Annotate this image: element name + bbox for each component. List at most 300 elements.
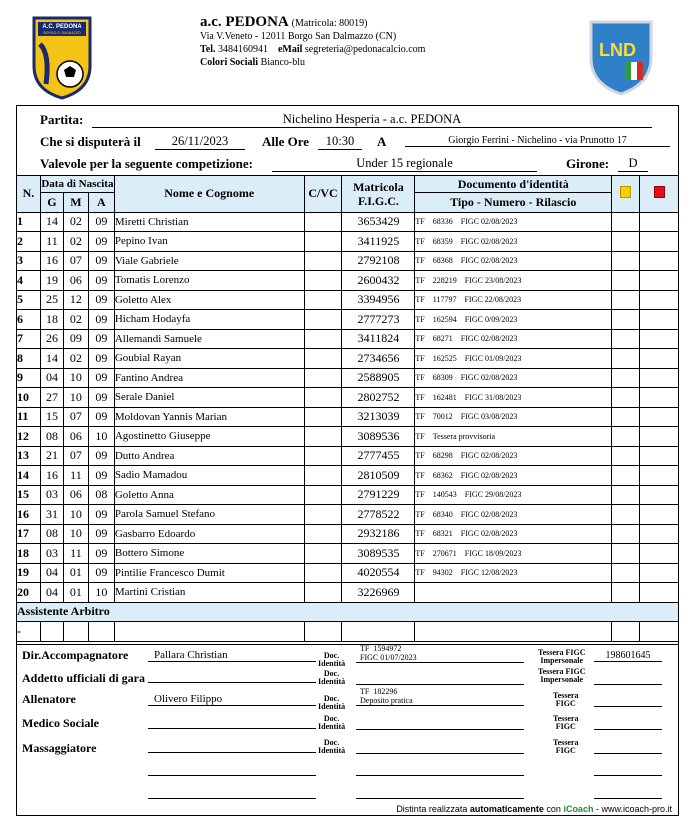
birth-month: 01 [63, 583, 88, 603]
medico-label: Medico Sociale [22, 716, 99, 730]
club-logo [30, 14, 94, 100]
doc-dt: TF [415, 314, 425, 324]
doc-dt: TF [415, 334, 425, 344]
massaggiatore-doc-l1: Doc. [323, 738, 340, 747]
doc-dt: TF [415, 431, 425, 441]
club-matricola: (Matricola: 80019) [291, 18, 368, 29]
player-cvc [304, 212, 342, 232]
time-value: 10:30 [318, 134, 362, 150]
birth-month: 07 [63, 446, 88, 466]
doc-dn: 162594 [432, 314, 457, 324]
birth-day: 26 [40, 329, 63, 349]
player-yellow-card [612, 407, 640, 427]
player-number: 16 [17, 505, 41, 525]
player-red-card [640, 368, 679, 388]
partita-label: Partita: [40, 112, 84, 127]
player-document [415, 310, 612, 330]
dir-tessera-l2: Impersonale [540, 656, 584, 665]
birth-day: 11 [40, 232, 63, 252]
birth-year: 08 [88, 485, 114, 505]
player-document [415, 427, 612, 447]
doc-dr: FIGC 01/09/2023 [464, 353, 522, 363]
doc-dn: 70012 [432, 412, 453, 422]
table-row [17, 505, 679, 525]
birth-day: 08 [40, 524, 63, 544]
player-matricola: 2932186 [342, 524, 415, 544]
player-number: 12 [17, 427, 41, 447]
player-cvc [304, 329, 342, 349]
table-row [17, 544, 679, 564]
player-matricola: 3226969 [342, 583, 415, 603]
player-document [415, 524, 612, 544]
player-red-card [640, 349, 679, 369]
doc-dt: TF [415, 412, 425, 422]
player-document [415, 349, 612, 369]
player-cvc [304, 466, 342, 486]
allenatore-label: Allenatore [22, 692, 76, 706]
doc-dt: TF [415, 236, 425, 246]
player-cvc [304, 583, 342, 603]
doc-dr: FIGC 02/08/2023 [460, 529, 518, 539]
footer-con: con [546, 804, 561, 814]
massaggiatore-doc-line [356, 753, 524, 754]
massaggiatore-tessera-label [553, 739, 578, 755]
birth-year: 09 [88, 349, 114, 369]
player-yellow-card [612, 310, 640, 330]
table-row [17, 232, 679, 252]
assistant-header: Assistente Arbitro [17, 602, 679, 622]
player-yellow-card [612, 349, 640, 369]
player-yellow-card [612, 427, 640, 447]
player-cvc [304, 544, 342, 564]
extra-doc-line-2 [356, 798, 524, 799]
player-cvc [304, 271, 342, 291]
doc-dt: TF [415, 275, 425, 285]
player-yellow-card [612, 485, 640, 505]
col-matricola-l1: Matricola [353, 179, 404, 194]
player-document [415, 271, 612, 291]
allenatore-name: Olivero Filippo [148, 693, 316, 706]
doc-dr: FIGC 02/08/2023 [460, 256, 518, 266]
birth-day: 08 [40, 427, 63, 447]
time-label: Alle Ore [262, 134, 310, 149]
birth-day: 16 [40, 251, 63, 271]
player-matricola: 2600432 [342, 271, 415, 291]
player-cvc [304, 563, 342, 583]
girone-value: D [618, 156, 648, 172]
player-document [415, 544, 612, 564]
doc-dr: FIGC 12/08/2023 [460, 568, 518, 578]
player-number: 7 [17, 329, 41, 349]
player-matricola: 4020554 [342, 563, 415, 583]
player-number: 8 [17, 349, 41, 369]
assistant-doc [415, 622, 612, 642]
doc-dr: FIGC 03/08/2023 [460, 412, 518, 422]
player-red-card [640, 232, 679, 252]
massaggiatore-tessera-l2: FIGC [555, 746, 576, 755]
col-doc-header: Documento d'identità [415, 176, 612, 193]
player-document [415, 563, 612, 583]
massaggiatore-doc-label [318, 739, 345, 755]
player-matricola: 2777455 [342, 446, 415, 466]
dir-doc-num: 1594972 [373, 644, 402, 653]
player-cvc [304, 232, 342, 252]
player-red-card [640, 290, 679, 310]
allenatore-doc-value [356, 687, 524, 706]
birth-day: 04 [40, 583, 63, 603]
table-row [17, 310, 679, 330]
dir-doc-value [356, 644, 524, 663]
player-red-card [640, 563, 679, 583]
col-matricola-header [342, 176, 415, 213]
player-name: Dutto Andrea [114, 446, 304, 466]
footer-credit [396, 804, 672, 814]
club-name: a.c. PEDONA [200, 14, 288, 30]
birth-month: 11 [63, 544, 88, 564]
birth-year: 09 [88, 212, 114, 232]
club-address: Via V.Veneto - 12011 Borgo San Dalmazzo (CN) [200, 31, 397, 42]
player-name: Pepino Ivan [114, 232, 304, 252]
birth-month: 07 [63, 251, 88, 271]
player-matricola: 3411824 [342, 329, 415, 349]
staff-separator [16, 644, 679, 645]
player-name: Pintilie Francesco Dumit [114, 563, 304, 583]
massaggiatore-tessera-l1: Tessera [553, 738, 579, 747]
player-red-card [640, 329, 679, 349]
player-name: Moldovan Yannis Marian [114, 407, 304, 427]
medico-tessera-l1: Tessera [553, 714, 579, 723]
birth-month: 06 [63, 485, 88, 505]
player-yellow-card [612, 271, 640, 291]
birth-year: 09 [88, 368, 114, 388]
birth-day: 27 [40, 388, 63, 408]
player-yellow-card [612, 388, 640, 408]
medico-tessera-l2: FIGC [555, 722, 576, 731]
medico-name-line [148, 728, 316, 729]
doc-dn: 228219 [432, 275, 457, 285]
player-document [415, 368, 612, 388]
doc-dt: TF [415, 529, 425, 539]
birth-day: 19 [40, 271, 63, 291]
player-document [415, 466, 612, 486]
doc-dr: FIGC 02/08/2023 [460, 470, 518, 480]
player-document [415, 329, 612, 349]
doc-dt: TF [415, 373, 425, 383]
player-cvc [304, 407, 342, 427]
player-name: Goletto Anna [114, 485, 304, 505]
player-matricola: 2778522 [342, 505, 415, 525]
medico-doc-label [318, 715, 345, 731]
doc-dr: FIGC 02/08/2023 [460, 373, 518, 383]
addetto-tessera-l1: Tessera FIGC [538, 667, 586, 676]
doc-dr: FIGC 22/08/2023 [464, 295, 522, 305]
birth-day: 21 [40, 446, 63, 466]
doc-dr: FIGC 0/09/2023 [464, 314, 518, 324]
player-document [415, 251, 612, 271]
player-red-card [640, 271, 679, 291]
doc-dn: 68336 [432, 217, 453, 227]
birth-year: 09 [88, 544, 114, 564]
extra-doc-line-1 [356, 775, 524, 776]
player-number: 9 [17, 368, 41, 388]
table-row [17, 407, 679, 427]
table-row [17, 563, 679, 583]
player-yellow-card [612, 368, 640, 388]
doc-dr: FIGC 31/08/2023 [464, 392, 522, 402]
dir-tessera-l1: Tessera FIGC [538, 648, 586, 657]
addetto-tessera-l2: Impersonale [540, 675, 584, 684]
player-red-card [640, 310, 679, 330]
email-label: eMail [277, 44, 303, 55]
assistant-row-num: - [17, 622, 41, 642]
player-matricola: 2734656 [342, 349, 415, 369]
doc-dn: 68368 [432, 256, 453, 266]
birth-day: 14 [40, 349, 63, 369]
doc-dn: 140543 [432, 490, 457, 500]
col-birth-header: Data di Nascita [40, 176, 114, 193]
doc-dr: FIGC 23/08/2023 [464, 275, 522, 285]
player-red-card [640, 388, 679, 408]
player-name: Goletto Alex [114, 290, 304, 310]
massaggiatore-name-line [148, 752, 316, 753]
dir-name: Pallara Christian [148, 649, 316, 662]
birth-day: 31 [40, 505, 63, 525]
player-matricola: 2588905 [342, 368, 415, 388]
birth-year: 09 [88, 232, 114, 252]
player-matricola: 3213039 [342, 407, 415, 427]
birth-day: 18 [40, 310, 63, 330]
medico-doc-l1: Doc. [323, 714, 340, 723]
doc-dt: TF [415, 548, 425, 558]
doc-dn: Tessera provvisoria [432, 431, 496, 441]
birth-year: 09 [88, 505, 114, 525]
doc-dn: 270671 [432, 548, 457, 558]
player-matricola: 2810509 [342, 466, 415, 486]
player-document [415, 485, 612, 505]
table-row [17, 485, 679, 505]
doc-dr: FIGC 02/08/2023 [460, 217, 518, 227]
doc-dn: 68321 [432, 529, 453, 539]
player-red-card [640, 407, 679, 427]
extra-tessera-line-2 [594, 798, 662, 799]
col-cvc-header: C/VC [304, 176, 342, 213]
player-number: 5 [17, 290, 41, 310]
player-name: Sadio Mamadou [114, 466, 304, 486]
player-cvc [304, 310, 342, 330]
birth-month: 06 [63, 271, 88, 291]
player-red-card [640, 427, 679, 447]
birth-day: 03 [40, 544, 63, 564]
player-red-card [640, 212, 679, 232]
player-matricola: 3411925 [342, 232, 415, 252]
table-row [17, 388, 679, 408]
player-name: Serale Daniel [114, 388, 304, 408]
player-matricola: 2802752 [342, 388, 415, 408]
doc-dt: TF [415, 568, 425, 578]
addetto-tessera-line [594, 684, 662, 685]
birth-year: 09 [88, 290, 114, 310]
assistant-g [40, 622, 63, 642]
massaggiatore-tessera-line [594, 753, 662, 754]
player-document [415, 446, 612, 466]
player-document [415, 583, 612, 603]
player-yellow-card [612, 563, 640, 583]
colors-label: Colori Sociali [200, 57, 259, 68]
footer-brand: iCoach [563, 804, 594, 814]
allenatore-doc-type: TF [360, 687, 370, 696]
allenatore-tessera-label [553, 692, 578, 708]
birth-month: 10 [63, 368, 88, 388]
player-number: 6 [17, 310, 41, 330]
player-name: Hicham Hodayfa [114, 310, 304, 330]
birth-month: 11 [63, 466, 88, 486]
player-name: Martini Cristian [114, 583, 304, 603]
addetto-doc-l2: Identità [318, 677, 346, 686]
player-document [415, 407, 612, 427]
dir-doc-type: TF [360, 644, 370, 653]
player-number: 13 [17, 446, 41, 466]
player-document [415, 232, 612, 252]
extra-tessera-line-1 [594, 775, 662, 776]
doc-dn: 117797 [432, 295, 457, 305]
player-matricola: 2791229 [342, 485, 415, 505]
doc-dt: TF [415, 470, 425, 480]
table-row [17, 329, 679, 349]
player-name: Parola Samuel Stefano [114, 505, 304, 525]
girone-label: Girone: [566, 156, 610, 171]
table-row [17, 368, 679, 388]
birth-month: 02 [63, 232, 88, 252]
red-card-header [640, 176, 679, 213]
doc-dt: TF [415, 509, 425, 519]
table-row [17, 583, 679, 603]
doc-dt: TF [415, 353, 425, 363]
player-document [415, 290, 612, 310]
doc-dt: TF [415, 451, 425, 461]
club-info [200, 16, 425, 69]
club-logo-text: A.C. PEDONA [42, 24, 82, 30]
player-cvc [304, 388, 342, 408]
player-number: 10 [17, 388, 41, 408]
club-logo-subtext: BORGO S. DALMAZZO [43, 31, 81, 35]
birth-year: 09 [88, 310, 114, 330]
player-document [415, 212, 612, 232]
player-name: Viale Gabriele [114, 251, 304, 271]
assistant-a [88, 622, 114, 642]
birth-month: 02 [63, 349, 88, 369]
allenatore-tessera-line [594, 706, 662, 707]
massaggiatore-doc-l2: Identità [318, 746, 346, 755]
birth-year: 09 [88, 271, 114, 291]
club-tel: 3484160941 [217, 44, 268, 55]
addetto-doc-label [318, 670, 345, 686]
dir-doc-label [318, 652, 345, 668]
col-a-header: A [88, 193, 114, 213]
allenatore-doc-l1: Doc. [323, 694, 340, 703]
venue-value: Giorgio Ferrini - Nichelino - via Prunotto 17 [405, 135, 670, 147]
dir-label: Dir.Accompagnatore [22, 648, 129, 662]
birth-day: 14 [40, 212, 63, 232]
player-matricola: 2792108 [342, 251, 415, 271]
club-email[interactable]: segreteria@pedonacalcio.com [304, 44, 426, 55]
birth-year: 09 [88, 563, 114, 583]
birth-month: 10 [63, 524, 88, 544]
doc-dt: TF [415, 295, 425, 305]
player-yellow-card [612, 251, 640, 271]
doc-dr: FIGC 29/08/2023 [464, 490, 522, 500]
birth-year: 09 [88, 466, 114, 486]
player-matricola: 2777273 [342, 310, 415, 330]
birth-day: 15 [40, 407, 63, 427]
doc-dn: 68298 [432, 451, 453, 461]
player-matricola: 3653429 [342, 212, 415, 232]
player-name: Miretti Christian [114, 212, 304, 232]
player-cvc [304, 485, 342, 505]
player-red-card [640, 524, 679, 544]
allenatore-tessera-l2: FIGC [555, 699, 576, 708]
player-yellow-card [612, 329, 640, 349]
col-name-header: Nome e Cognome [114, 176, 304, 213]
medico-doc-l2: Identità [318, 722, 346, 731]
birth-year: 09 [88, 446, 114, 466]
player-yellow-card [612, 544, 640, 564]
addetto-name-line [148, 682, 316, 683]
birth-year: 09 [88, 524, 114, 544]
player-document [415, 505, 612, 525]
footer-auto: automaticamente [469, 804, 544, 814]
birth-day: 04 [40, 563, 63, 583]
player-number: 18 [17, 544, 41, 564]
doc-dn: 68340 [432, 509, 453, 519]
player-number: 3 [17, 251, 41, 271]
player-document [415, 388, 612, 408]
col-g-header: G [40, 193, 63, 213]
player-cvc [304, 524, 342, 544]
player-yellow-card [612, 505, 640, 525]
allenatore-doc-num: 182296 [373, 687, 398, 696]
birth-year: 09 [88, 407, 114, 427]
allenatore-tessera-l1: Tessera [553, 691, 579, 700]
medico-tessera-label [553, 715, 578, 731]
birth-month: 10 [63, 505, 88, 525]
player-name: Gasbarro Edoardo [114, 524, 304, 544]
yellow-card-icon [620, 186, 631, 198]
addetto-label: Addetto ufficiali di gara [22, 671, 145, 685]
player-number: 14 [17, 466, 41, 486]
players-table [16, 175, 679, 642]
doc-dt: TF [415, 490, 425, 500]
doc-dr: FIGC 18/09/2023 [464, 548, 522, 558]
allenatore-doc-label [318, 695, 345, 711]
footer-url[interactable]: - www.icoach-pro.it [595, 804, 672, 814]
player-number: 20 [17, 583, 41, 603]
table-row [17, 271, 679, 291]
player-number: 15 [17, 485, 41, 505]
player-matricola: 3394956 [342, 290, 415, 310]
lnd-logo-text: LND [599, 40, 636, 60]
assistant-cvc [304, 622, 342, 642]
doc-dn: 68309 [432, 373, 453, 383]
dir-tessera-value: 198601645 [594, 650, 662, 662]
col-m-header: M [63, 193, 88, 213]
footer-pre: Distinta realizzata [396, 804, 468, 814]
yellow-card-header [612, 176, 640, 213]
player-matricola: 3089536 [342, 427, 415, 447]
player-cvc [304, 349, 342, 369]
col-matricola-l2: F.I.G.C. [357, 193, 399, 208]
doc-dn: 68362 [432, 470, 453, 480]
doc-dr: FIGC 02/08/2023 [460, 451, 518, 461]
